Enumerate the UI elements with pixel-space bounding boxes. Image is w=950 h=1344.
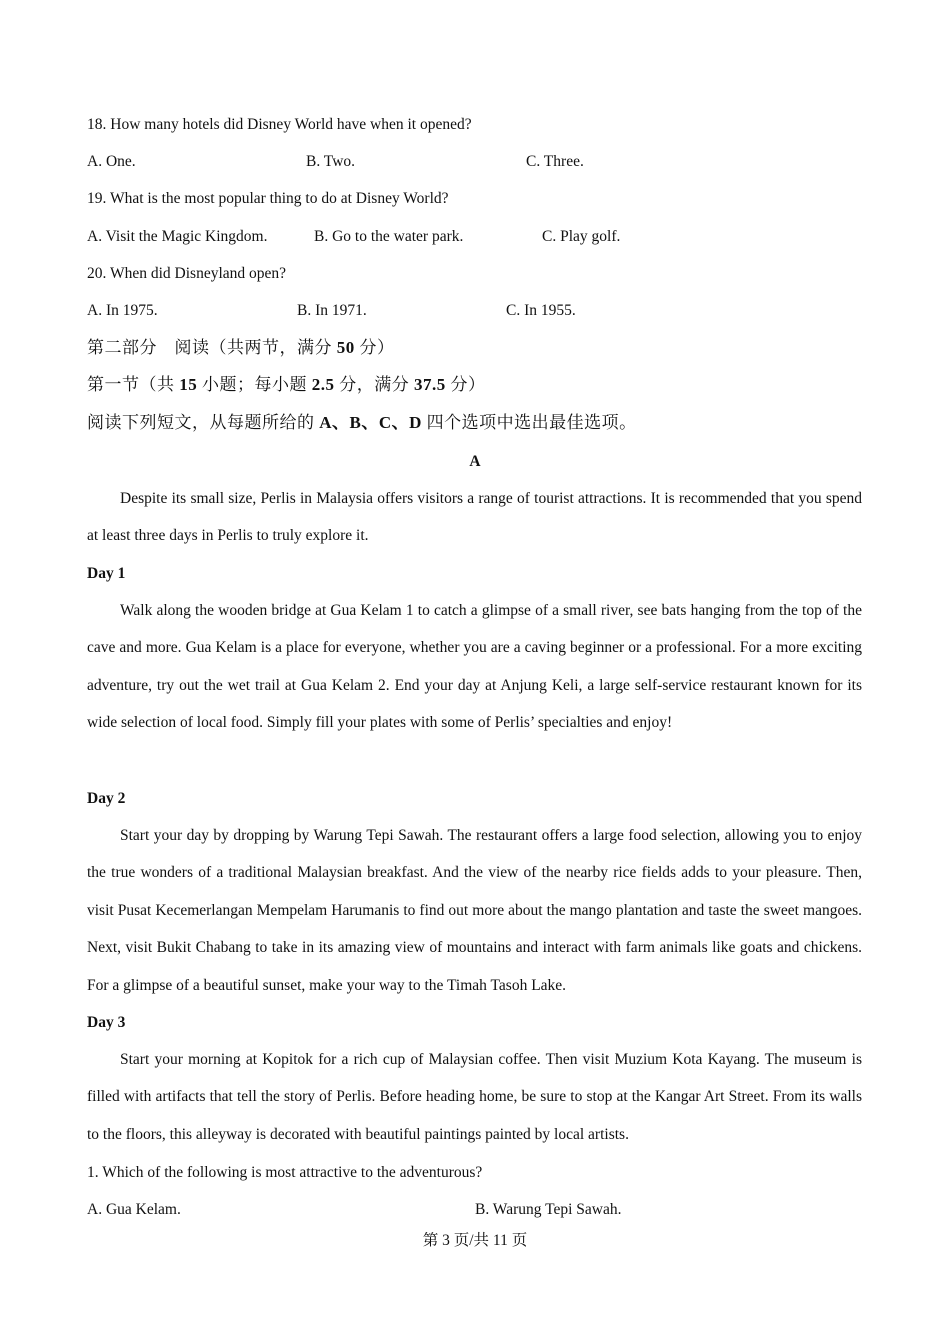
- question-18-options: [87, 152, 887, 172]
- question-1-stem: 1. Which of the following is most attractive to the adventurous?: [87, 1164, 483, 1181]
- option-b: B. Two.: [306, 153, 356, 170]
- section-one-heading: 第一节（共 15 小题；每小题 2.5 分，满分 37.5 分）: [87, 375, 486, 394]
- question-19-stem: 19. What is the most popular thing to do at Disney World?: [87, 190, 449, 207]
- day1-paragraph: Walk along the wooden bridge at Gua Kelam 1 to catch a glimpse of a small river, see bats hanging from the top of the cave and more. Gua Kelam is a place for everyone, whether you are a caving beginner or a professional. For a more exciting adventure, try out the wet trail at Gua Kelam 2. End your day at Anjung Keli, a large self-service restaurant known for its wide selection of local food. Simply fill your plates with some of Perlis’ specialties and enjoy!: [87, 602, 862, 732]
- option-c: C. Three.: [526, 153, 584, 170]
- day2-paragraph: Start your day by dropping by Warung Tepi Sawah. The restaurant offers a large food selection, allowing you to enjoy the true wonders of a traditional Malaysian breakfast. And the view of the nearby rice fields adds to your pleasure. Then, visit Pusat Kecemerlangan Mempelam Harumanis to find out more about the mango plantation and taste the sweet mangoes. Next, visit Bukit Chabang to take in its amazing view of mountains and interact with farm animals like goats and chickens. For a glimpse of a beautiful sunset, make your way to the Timah Tasoh Lake.: [87, 827, 862, 994]
- instructions: 阅读下列短文，从每题所给的 A、B、C、D 四个选项中选出最佳选项。: [87, 413, 637, 432]
- question-18-stem: 18. How many hotels did Disney World have when it opened?: [87, 116, 472, 133]
- option-b: B. Warung Tepi Sawah.: [475, 1201, 622, 1218]
- option-b: B. In 1971.: [297, 302, 367, 319]
- option-b: B. Go to the water park.: [314, 228, 464, 245]
- question-20-stem: 20. When did Disneyland open?: [87, 265, 287, 282]
- passage-intro: Despite its small size, Perlis in Malaysia offers visitors a range of tourist attractions. It is recommended that you spend at least three days in Perlis to truly explore it.: [87, 490, 862, 545]
- page-footer: 第 3 页/共 11 页: [422, 1232, 528, 1249]
- day3-paragraph: Start your morning at Kopitok for a rich cup of Malaysian coffee. Then visit Muzium Kota Kayang. The museum is filled with artifacts that tell the story of Perlis. Before heading home, be sure to stop at the Kangar Art Street. From its walls to the floors, this alleyway is decorated with beautiful paintings painted by local artists.: [87, 1051, 862, 1143]
- option-a: A. In 1975.: [87, 302, 158, 319]
- option-c: C. In 1955.: [506, 302, 576, 319]
- option-a: A. Gua Kelam.: [87, 1201, 181, 1218]
- option-a: A. One.: [87, 153, 136, 170]
- question-20-options: [87, 301, 887, 321]
- option-a: A. Visit the Magic Kingdom.: [87, 228, 268, 245]
- part-two-heading: 第二部分 阅读（共两节，满分 50 分）: [87, 338, 395, 357]
- question-19-options: [87, 227, 887, 247]
- day2-heading: Day 2: [87, 790, 126, 807]
- passage-title: A: [469, 453, 481, 470]
- day3-heading: Day 3: [87, 1014, 126, 1031]
- option-c: C. Play golf.: [542, 228, 621, 245]
- day1-heading: Day 1: [87, 565, 126, 582]
- question-1-options: [87, 1200, 887, 1220]
- part-score: 50: [336, 338, 355, 357]
